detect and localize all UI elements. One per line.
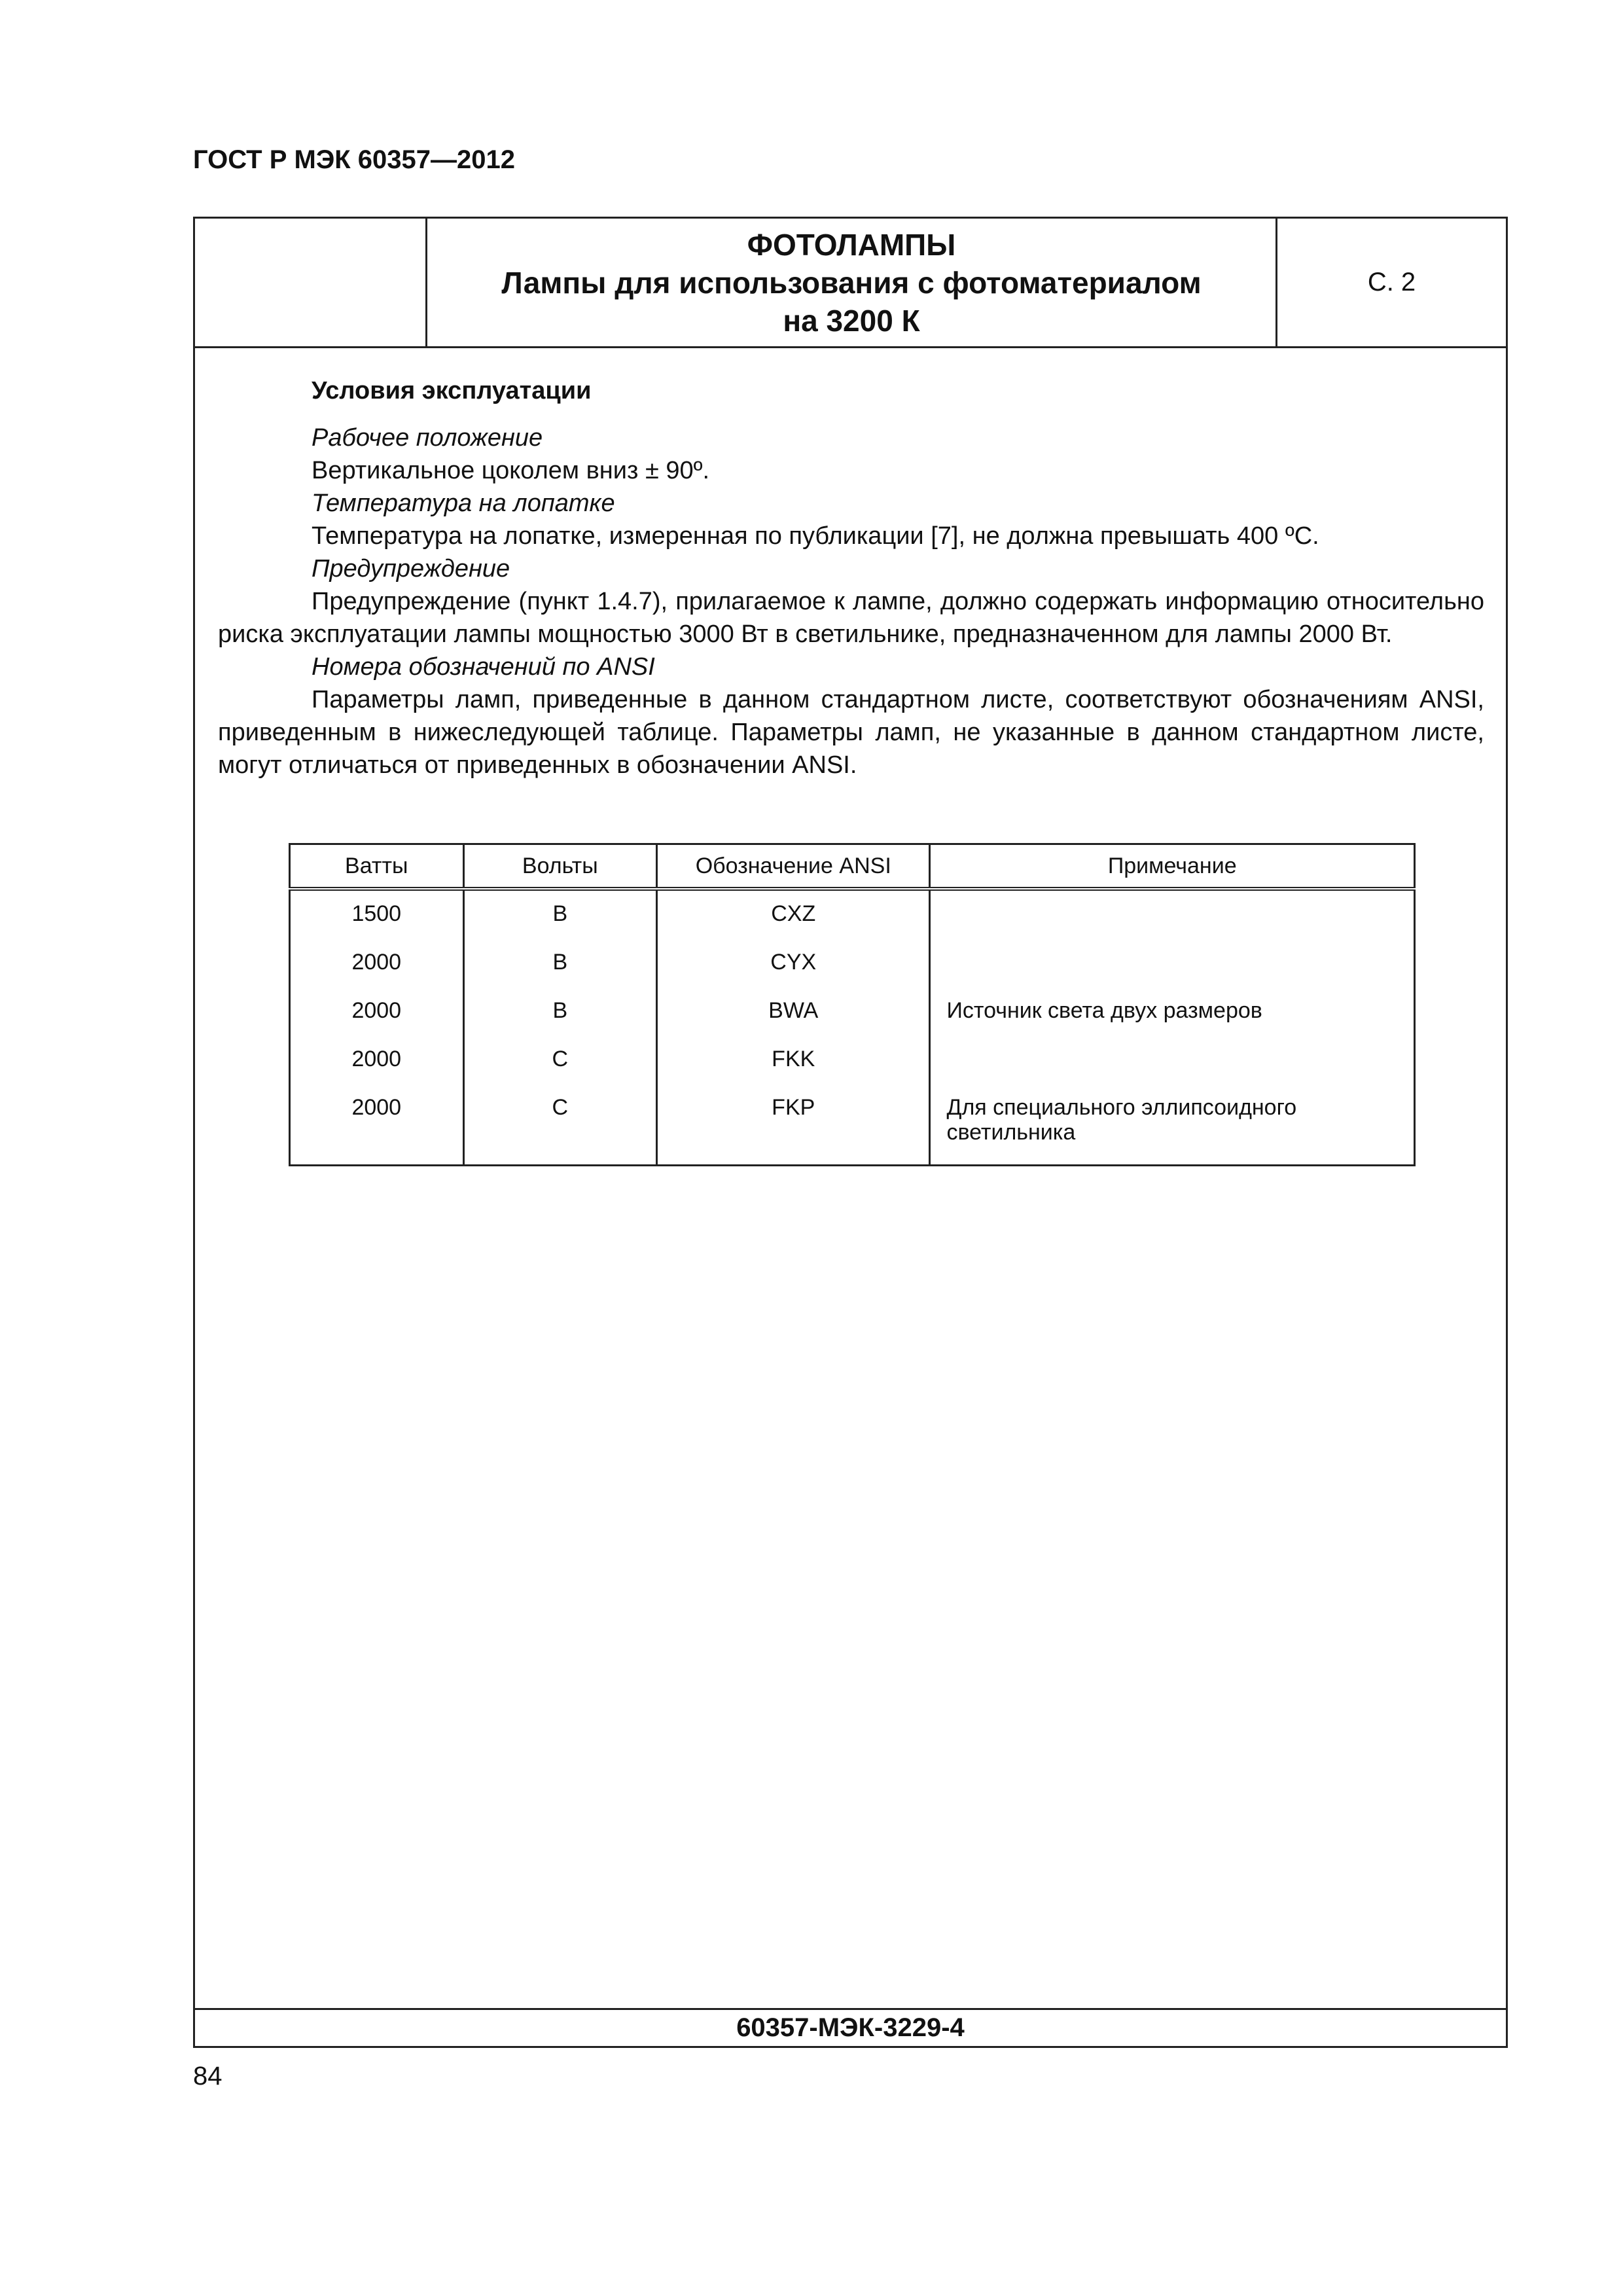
standard-sheet-frame xyxy=(193,217,1508,2048)
temp-text: Температура на лопатке, измеренная по публикации [7], не должна превышать 400 ºС. xyxy=(312,522,1319,550)
warning-text: Предупреждение (пункт 1.4.7), прилагаемое к лампе, должно содержать информацию относительно риска эксплуатации лампы мощностью 3000 Вт в светильнике, предназначенном для лампы 2000 Вт. xyxy=(218,588,1484,648)
page-number: 84 xyxy=(193,2062,223,2090)
title-box xyxy=(195,219,1506,348)
title-line-1: ФОТОЛАМПЫ xyxy=(747,227,956,262)
table-header-row xyxy=(290,844,1415,889)
table-row xyxy=(290,1085,1415,1166)
cell-ansi: BWA xyxy=(657,988,930,1036)
cell-volts: В xyxy=(463,939,657,988)
cell-note xyxy=(930,1036,1415,1085)
op-position-heading: Рабочее положение xyxy=(312,424,543,452)
cell-watts: 2000 xyxy=(290,1036,464,1085)
cell-volts: В xyxy=(463,988,657,1036)
cell-watts: 2000 xyxy=(290,988,464,1036)
title-line-2: Лампы для использования с фотоматериалом xyxy=(501,265,1202,300)
col-header-watts: Ватты xyxy=(290,844,464,889)
cell-ansi: FKK xyxy=(657,1036,930,1085)
table-row xyxy=(290,988,1415,1036)
table-row xyxy=(290,889,1415,939)
cell-volts: С xyxy=(463,1085,657,1166)
col-header-ansi: Обозначение ANSI xyxy=(657,844,930,889)
cell-watts: 2000 xyxy=(290,939,464,988)
cell-volts: В xyxy=(463,889,657,939)
cell-note xyxy=(930,939,1415,988)
cell-ansi: CXZ xyxy=(657,889,930,939)
cell-note xyxy=(930,889,1415,939)
ansi-text: Параметры ламп, приведенные в данном стандартном листе, соответствуют обозначениям ANSI, приведенным в нижеследующей таблице. Параметры ламп, не указанные в данном стандартном листе, могут отличаться от приведенных в обозначении ANSI. xyxy=(218,686,1484,779)
temp-heading: Температура на лопатке xyxy=(312,490,615,517)
cell-volts: С xyxy=(463,1036,657,1085)
cell-note: Источник света двух размеров xyxy=(930,988,1415,1036)
content-block xyxy=(218,374,1484,781)
document-header: ГОСТ Р МЭК 60357—2012 xyxy=(193,145,516,174)
col-header-note: Примечание xyxy=(930,844,1415,889)
cell-ansi: FKP xyxy=(657,1085,930,1166)
title-box-left-cell xyxy=(195,219,427,346)
op-position-text: Вертикальное цоколем вниз ± 90º. xyxy=(312,457,710,484)
cell-watts: 2000 xyxy=(290,1085,464,1166)
cell-ansi: CYX xyxy=(657,939,930,988)
sheet-code: 60357-МЭК-3229-4 xyxy=(195,2008,1506,2046)
warning-heading: Предупреждение xyxy=(312,555,510,583)
sheet-page-label: С. 2 xyxy=(1367,268,1416,296)
ansi-heading: Номера обозначений по ANSI xyxy=(312,653,655,681)
ansi-table xyxy=(289,843,1416,1166)
cell-note: Для специального эллипсоидного светильника xyxy=(930,1085,1415,1166)
table-row xyxy=(290,939,1415,988)
section-title: Условия эксплуатации xyxy=(312,377,592,404)
table-row xyxy=(290,1036,1415,1085)
title-line-3: на 3200 К xyxy=(783,303,920,338)
cell-watts: 1500 xyxy=(290,889,464,939)
sheet-title xyxy=(427,219,1277,346)
col-header-volts: Вольты xyxy=(463,844,657,889)
